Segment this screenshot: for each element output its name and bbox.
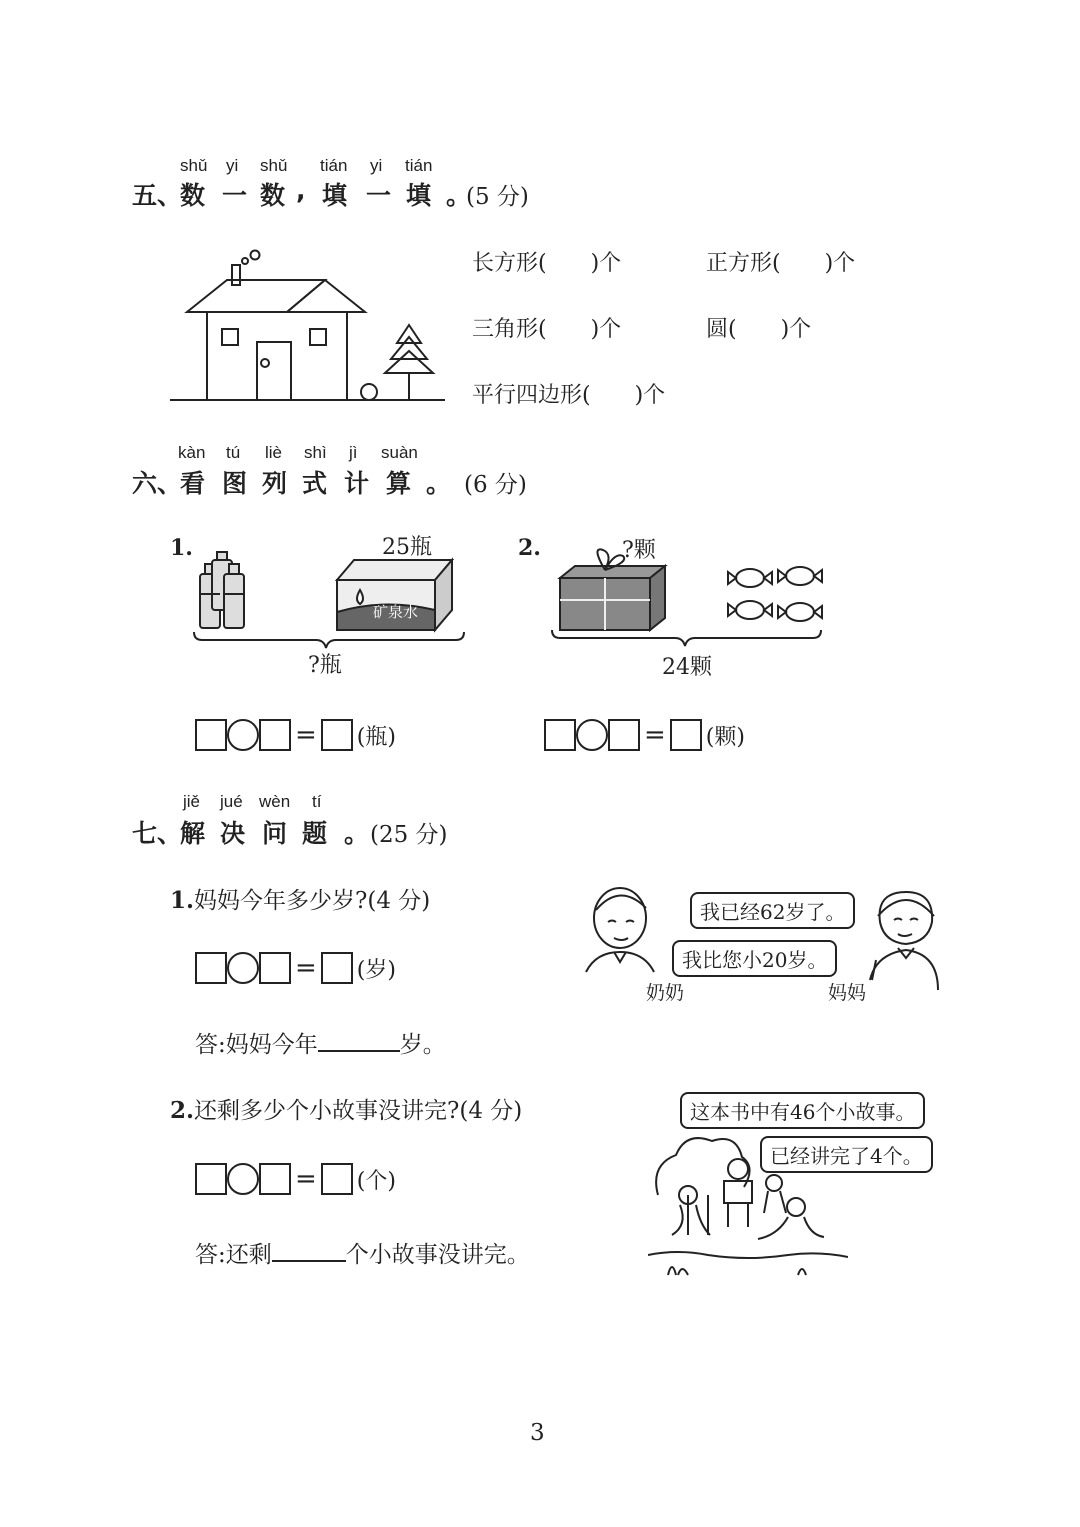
- pinyin: liè: [265, 443, 283, 462]
- equation-6-1: [195, 719, 396, 751]
- section-number: 五、: [132, 181, 183, 210]
- answer-prefix: 答:还剩: [195, 1242, 272, 1268]
- operator-circle[interactable]: [576, 719, 608, 751]
- section6-heading: [0, 464, 1080, 498]
- pinyin: tián: [320, 156, 348, 175]
- pinyin: jué: [220, 792, 243, 811]
- box-label: 矿泉水: [373, 603, 419, 621]
- speech-bubble: 已经讲完了4个。: [760, 1136, 933, 1173]
- label-grandma: 奶奶: [646, 982, 685, 1004]
- answer-box[interactable]: [259, 1163, 291, 1195]
- pinyin: yi: [226, 156, 239, 175]
- problem-number: 1.: [170, 535, 193, 561]
- heading-char: 图: [222, 469, 248, 498]
- count-parallelogram: 平行四边形( )个: [472, 383, 666, 408]
- heading-char: 式: [302, 469, 328, 498]
- answer-box[interactable]: [544, 719, 576, 751]
- pinyin: wèn: [259, 792, 291, 811]
- section7-heading: [0, 814, 1080, 848]
- page-number: 3: [530, 1420, 545, 1446]
- pinyin: yi: [370, 156, 383, 175]
- answer-box[interactable]: [321, 719, 353, 751]
- heading-char: 题: [302, 819, 328, 848]
- answer-suffix: 个小故事没讲完。: [345, 1242, 530, 1268]
- answer-blank[interactable]: [272, 1242, 346, 1262]
- answer-prefix: 答:妈妈今年: [195, 1032, 318, 1058]
- heading-char: 数: [260, 181, 286, 210]
- equation-7-2: [195, 1163, 396, 1195]
- bottom-label: 24颗: [662, 655, 712, 680]
- pinyin: shǔ: [180, 156, 208, 175]
- unit-label: (岁): [356, 957, 396, 983]
- heading-char: 看: [180, 469, 206, 498]
- operator-circle[interactable]: [227, 719, 259, 751]
- heading-char: 。: [426, 469, 452, 498]
- label-mom: 妈妈: [828, 982, 867, 1004]
- section5-heading: [0, 176, 1080, 210]
- pinyin: tí: [312, 792, 322, 811]
- heading-char: 。: [344, 819, 370, 848]
- speech-bubble: 我已经62岁了。: [690, 892, 855, 929]
- answer-box[interactable]: [321, 1163, 353, 1195]
- unit-label: (个): [356, 1168, 396, 1194]
- section5-pinyin: [0, 156, 1080, 178]
- heading-char: 决: [220, 819, 246, 848]
- speech-bubble: 这本书中有46个小故事。: [680, 1092, 925, 1129]
- section-number: 六、: [132, 469, 183, 498]
- heading-char: ,: [296, 176, 306, 205]
- equals-sign: =: [295, 953, 317, 983]
- equation-7-1: [195, 952, 396, 984]
- count-square: 正方形( )个: [706, 251, 856, 276]
- heading-char: 算: [386, 469, 412, 498]
- heading-char: 填: [406, 181, 432, 210]
- answer-suffix: 岁。: [399, 1032, 446, 1058]
- answer-box[interactable]: [195, 1163, 227, 1195]
- answer-box[interactable]: [195, 719, 227, 751]
- bottles-and-box-illustration: [190, 550, 470, 650]
- heading-char: 填: [322, 181, 348, 210]
- operator-circle[interactable]: [227, 952, 259, 984]
- gift-and-candies-illustration: [545, 548, 830, 648]
- count-triangle: 三角形( )个: [472, 317, 622, 342]
- pinyin: suàn: [381, 443, 418, 462]
- top-label: 25瓶: [382, 535, 432, 560]
- question-text: 妈妈今年多少岁?(4 分): [194, 888, 431, 914]
- heading-char: 一: [222, 181, 248, 210]
- equals-sign: =: [295, 1164, 317, 1194]
- score: (6 分): [464, 472, 527, 498]
- pinyin: shì: [304, 443, 327, 462]
- question-2: [170, 1092, 522, 1125]
- pinyin: kàn: [178, 443, 206, 462]
- bottom-label: ?瓶: [308, 653, 342, 678]
- problem-number: 2.: [518, 535, 541, 561]
- pinyin: tián: [405, 156, 433, 175]
- pinyin: shǔ: [260, 156, 288, 175]
- answer-box[interactable]: [259, 719, 291, 751]
- answer-line-2: [195, 1236, 530, 1269]
- question-number: 1.: [170, 887, 195, 914]
- answer-box[interactable]: [259, 952, 291, 984]
- question-text: 还剩多少个小故事没讲完?(4 分): [194, 1098, 523, 1124]
- answer-box[interactable]: [195, 952, 227, 984]
- answer-line-1: [195, 1026, 446, 1059]
- heading-char: 计: [344, 469, 370, 498]
- heading-char: 数: [180, 181, 206, 210]
- unit-label: (颗): [705, 724, 745, 750]
- question-number: 2.: [170, 1097, 195, 1124]
- pinyin: jì: [349, 443, 358, 462]
- equals-sign: =: [644, 720, 666, 750]
- house-illustration: [165, 245, 450, 405]
- answer-box[interactable]: [608, 719, 640, 751]
- section6-pinyin: [0, 443, 1080, 465]
- answer-blank[interactable]: [318, 1032, 400, 1052]
- operator-circle[interactable]: [227, 1163, 259, 1195]
- score: (25 分): [370, 822, 448, 848]
- pinyin: jiě: [183, 792, 201, 811]
- pinyin: tú: [226, 443, 241, 462]
- top-label: ?颗: [622, 538, 656, 563]
- question-1: [170, 882, 430, 915]
- heading-char: 列: [262, 469, 288, 498]
- unit-label: (瓶): [356, 724, 396, 750]
- section7-pinyin: [0, 792, 1080, 814]
- section-number: 七、: [132, 819, 183, 848]
- speech-bubble: 我比您小20岁。: [672, 940, 837, 977]
- heading-char: 解: [180, 819, 206, 848]
- equation-6-2: [544, 719, 745, 751]
- heading-char: 一: [366, 181, 392, 210]
- equals-sign: =: [295, 720, 317, 750]
- count-circle: 圆( )个: [706, 317, 812, 342]
- score: (5 分): [466, 184, 529, 210]
- answer-box[interactable]: [670, 719, 702, 751]
- answer-box[interactable]: [321, 952, 353, 984]
- count-rect: 长方形( )个: [472, 251, 622, 276]
- heading-char: 。: [446, 181, 472, 210]
- heading-char: 问: [262, 819, 288, 848]
